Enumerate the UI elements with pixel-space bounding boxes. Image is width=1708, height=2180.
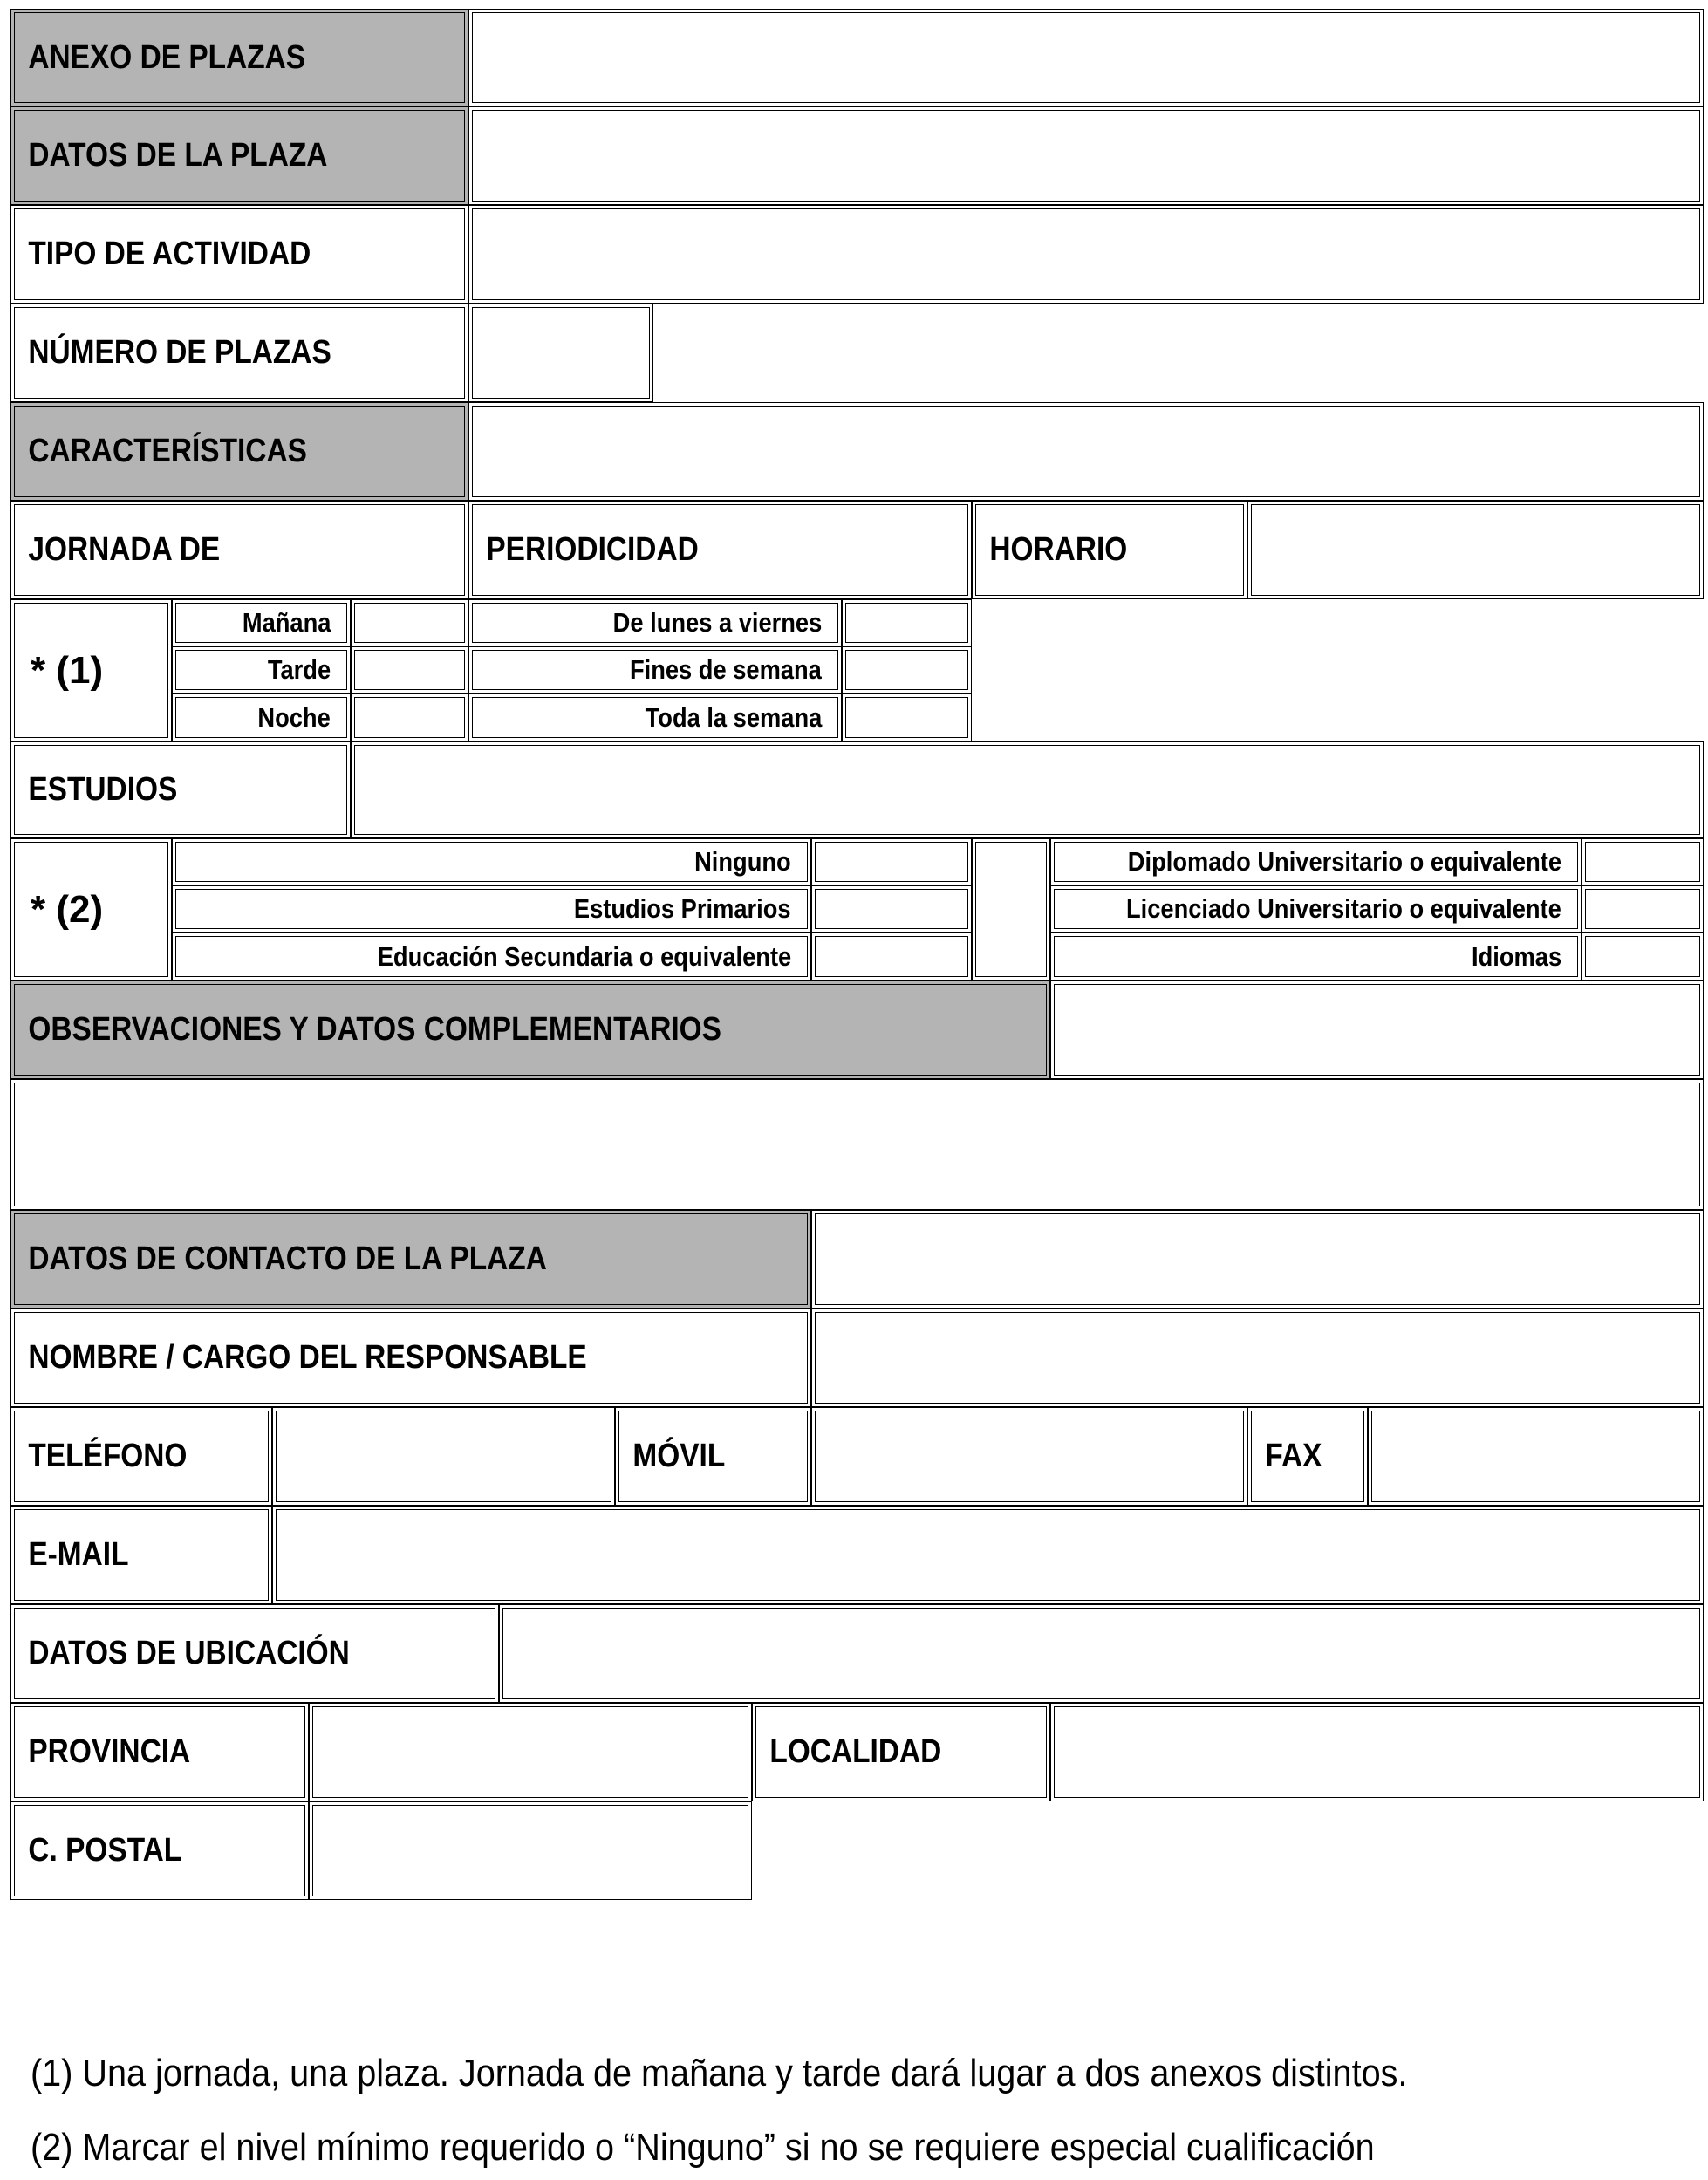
jornada-tarde-checkbox[interactable] <box>351 646 468 694</box>
estudios-idiomas-label-wrap <box>1051 933 1581 980</box>
contacto-header-field[interactable] <box>811 1210 1704 1309</box>
periodicidad-lunes-label-wrap <box>469 600 841 646</box>
periodicidad-toda-label-cell <box>468 694 842 741</box>
periodicidad-label-cell <box>468 501 972 599</box>
email-label: E-MAIL <box>28 1536 129 1573</box>
observaciones-title: OBSERVACIONES Y DATOS COMPLEMENTARIOS <box>28 1011 721 1048</box>
datos-plaza-field[interactable] <box>468 106 1704 205</box>
periodicidad-toda-label: Toda la semana <box>645 701 822 733</box>
jornada-label: JORNADA DE <box>28 531 221 568</box>
periodicidad-toda-label-wrap <box>469 694 841 741</box>
estudios-field[interactable] <box>351 741 1704 838</box>
caracteristicas-title: CARACTERÍSTICAS <box>28 433 307 469</box>
observaciones-header-field[interactable] <box>1050 981 1704 1079</box>
periodicidad-lunes-label-cell <box>468 599 842 646</box>
jornada-noche-label-wrap <box>173 694 350 741</box>
datos-plaza-title: DATOS DE LA PLAZA <box>28 137 328 174</box>
contacto-title: DATOS DE CONTACTO DE LA PLAZA <box>28 1240 547 1277</box>
tipo-actividad-field[interactable] <box>468 205 1704 304</box>
datos-plaza-header-cell <box>10 106 468 205</box>
estudios-idiomas-checkbox[interactable] <box>1582 933 1704 981</box>
observaciones-textarea[interactable] <box>10 1079 1704 1210</box>
fax-label-cell <box>1247 1407 1368 1506</box>
ref2-label: * (2) <box>31 887 104 931</box>
email-field[interactable] <box>272 1506 1704 1604</box>
ubicacion-field[interactable] <box>499 1604 1704 1703</box>
estudios-ninguno-checkbox[interactable] <box>811 838 972 885</box>
periodicidad-fines-label: Fines de semana <box>630 654 822 685</box>
estudios-licenciado-checkbox[interactable] <box>1582 885 1704 933</box>
provincia-label-cell <box>10 1703 309 1801</box>
periodicidad-fines-label-cell <box>468 646 842 694</box>
cpostal-label: C. POSTAL <box>28 1832 182 1869</box>
email-label-cell <box>10 1506 272 1604</box>
provincia-label: PROVINCIA <box>28 1733 191 1770</box>
nombre-cargo-label: NOMBRE / CARGO DEL RESPONSABLE <box>28 1339 587 1376</box>
caracteristicas-header-cell <box>10 402 468 501</box>
tipo-actividad-label: TIPO DE ACTIVIDAD <box>28 236 311 272</box>
telefono-field[interactable] <box>272 1407 615 1506</box>
cpostal-field[interactable] <box>309 1801 752 1900</box>
jornada-noche-label: Noche <box>257 701 331 733</box>
jornada-noche-label-cell <box>172 694 351 741</box>
estudios-secundaria-label-cell <box>172 933 811 981</box>
estudios-primarios-label-cell <box>172 885 811 933</box>
caracteristicas-field[interactable] <box>468 402 1704 501</box>
ref2-cell <box>10 838 172 981</box>
estudios-diplomado-checkbox[interactable] <box>1582 838 1704 885</box>
estudios-label-cell <box>10 741 351 838</box>
estudios-primarios-label-wrap <box>173 886 810 932</box>
periodicidad-toda-checkbox[interactable] <box>842 694 972 741</box>
jornada-manana-label-wrap <box>173 600 350 646</box>
fax-field[interactable] <box>1368 1407 1704 1506</box>
fax-label: FAX <box>1265 1438 1322 1474</box>
estudios-primarios-label: Estudios Primarios <box>574 893 791 924</box>
estudios-secundaria-label: Educación Secundaria o equivalente <box>377 940 791 972</box>
estudios-diplomado-label-cell <box>1050 838 1582 885</box>
estudios-spacer-cell <box>972 838 1050 981</box>
anexo-field[interactable] <box>468 9 1704 106</box>
jornada-tarde-label-wrap <box>173 647 350 693</box>
nombre-cargo-field[interactable] <box>811 1309 1704 1407</box>
estudios-ninguno-label: Ninguno <box>694 846 791 877</box>
estudios-ninguno-label-wrap <box>173 839 810 885</box>
jornada-manana-label: Mañana <box>242 607 331 638</box>
estudios-idiomas-label-cell <box>1050 933 1582 981</box>
estudios-secundaria-label-wrap <box>173 933 810 980</box>
jornada-tarde-label: Tarde <box>267 654 331 685</box>
movil-label-cell <box>615 1407 811 1506</box>
horario-label-cell <box>972 501 1247 599</box>
horario-field[interactable] <box>1247 501 1704 599</box>
jornada-tarde-label-cell <box>172 646 351 694</box>
estudios-label: ESTUDIOS <box>28 771 178 808</box>
jornada-label-cell <box>10 501 468 599</box>
movil-field[interactable] <box>811 1407 1247 1506</box>
estudios-secundaria-checkbox[interactable] <box>811 933 972 981</box>
anexo-header-cell <box>10 9 468 106</box>
numero-plazas-label: NÚMERO DE PLAZAS <box>28 334 331 371</box>
tipo-actividad-label-cell <box>10 205 468 304</box>
horario-label: HORARIO <box>989 531 1128 568</box>
estudios-licenciado-label: Licenciado Universitario o equivalente <box>1126 893 1561 924</box>
numero-plazas-label-cell <box>10 304 468 402</box>
localidad-field[interactable] <box>1050 1703 1704 1801</box>
estudios-primarios-checkbox[interactable] <box>811 885 972 933</box>
contacto-header-cell <box>10 1210 811 1309</box>
anexo-title: ANEXO DE PLAZAS <box>28 38 306 76</box>
estudios-licenciado-label-cell <box>1050 885 1582 933</box>
footnote-1: (1) Una jornada, una plaza. Jornada de mañana y tarde dará lugar a dos anexos distintos. <box>31 2052 1408 2095</box>
localidad-label-cell <box>752 1703 1050 1801</box>
jornada-manana-checkbox[interactable] <box>351 599 468 646</box>
ref1-label: * (1) <box>31 648 104 692</box>
jornada-manana-label-cell <box>172 599 351 646</box>
estudios-idiomas-label: Idiomas <box>1471 940 1561 972</box>
telefono-label-cell <box>10 1407 272 1506</box>
ubicacion-label-cell <box>10 1604 499 1703</box>
estudios-diplomado-label-wrap <box>1051 839 1581 885</box>
jornada-noche-checkbox[interactable] <box>351 694 468 741</box>
footnote-2: (2) Marcar el nivel mínimo requerido o “Ninguno” si no se requiere especial cualificación <box>31 2126 1375 2169</box>
nombre-cargo-label-cell <box>10 1309 811 1407</box>
periodicidad-fines-label-wrap <box>469 647 841 693</box>
periodicidad-fines-checkbox[interactable] <box>842 646 972 694</box>
observaciones-header-cell <box>10 981 1050 1079</box>
numero-plazas-field[interactable] <box>468 304 653 402</box>
estudios-ninguno-label-cell <box>172 838 811 885</box>
localidad-label: LOCALIDAD <box>769 1733 942 1770</box>
provincia-field[interactable] <box>309 1703 752 1801</box>
ref1-cell <box>10 599 172 741</box>
periodicidad-label: PERIODICIDAD <box>486 531 699 568</box>
telefono-label: TELÉFONO <box>28 1438 188 1474</box>
periodicidad-lunes-checkbox[interactable] <box>842 599 972 646</box>
movil-label: MÓVIL <box>632 1438 726 1474</box>
cpostal-label-cell <box>10 1801 309 1900</box>
estudios-licenciado-label-wrap <box>1051 886 1581 932</box>
periodicidad-lunes-label: De lunes a viernes <box>612 607 822 638</box>
estudios-diplomado-label: Diplomado Universitario o equivalente <box>1127 846 1561 877</box>
ubicacion-label: DATOS DE UBICACIÓN <box>28 1635 350 1671</box>
